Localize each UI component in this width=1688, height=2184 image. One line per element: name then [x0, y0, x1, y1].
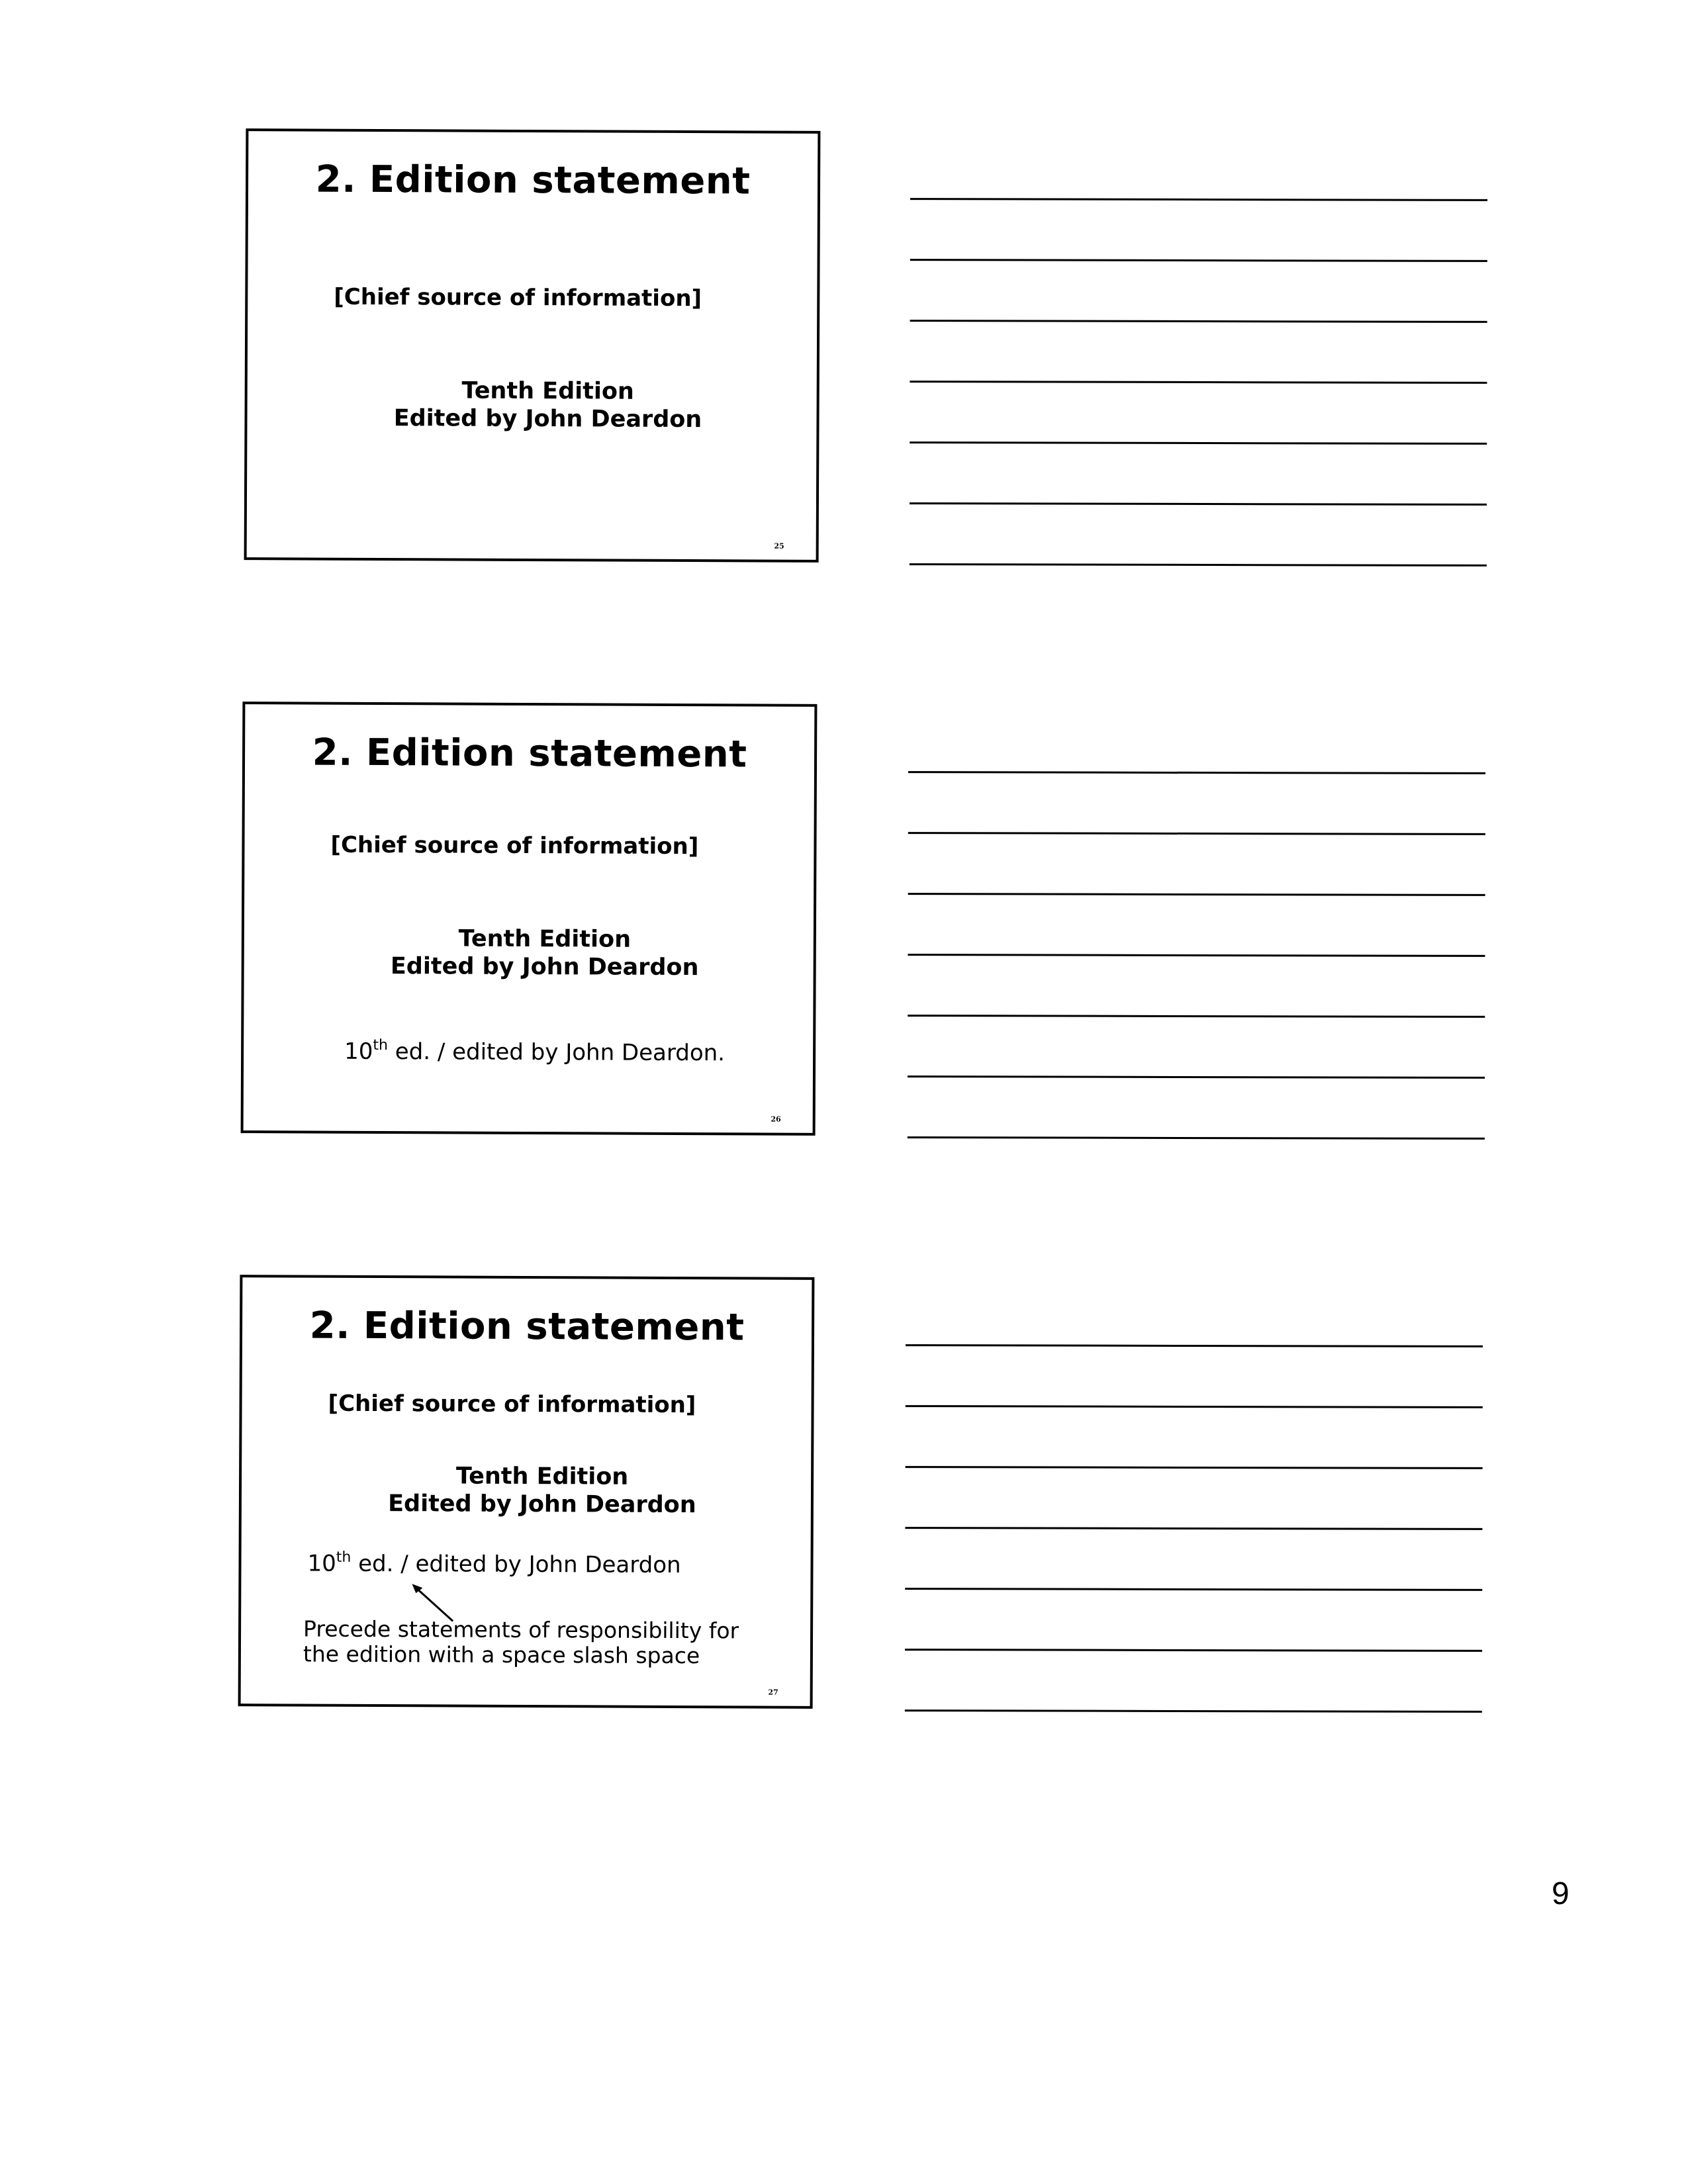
- record-text: ed. / edited by John Deardon: [351, 1550, 681, 1579]
- slide-number: 27: [768, 1688, 778, 1697]
- notes-lines-3: [906, 1344, 1483, 1345]
- slide-25: [244, 128, 821, 563]
- title-page-transcription: [247, 376, 816, 434]
- note-line-2: the edition with a space slash space: [303, 1641, 700, 1669]
- record-number: 10: [344, 1038, 373, 1065]
- notes-line: [910, 563, 1487, 567]
- notes-line: [908, 954, 1485, 957]
- notes-line: [906, 1466, 1483, 1469]
- notes-line: [905, 1709, 1482, 1713]
- punctuation-note: [303, 1617, 739, 1669]
- chief-source-label: [Chief source of information]: [328, 1390, 696, 1419]
- chief-source-label: [Chief source of information]: [330, 831, 699, 860]
- responsibility-line: Edited by John Deardon: [388, 1490, 696, 1519]
- slide-title: 2. Edition statement: [309, 1304, 745, 1349]
- slide-27: [238, 1275, 815, 1709]
- notes-line: [910, 381, 1487, 384]
- page-number: 9: [1552, 1876, 1570, 1911]
- notes-line: [905, 1649, 1482, 1652]
- notes-line: [910, 259, 1487, 262]
- chief-source-label: [Chief source of information]: [334, 283, 702, 312]
- record-ordinal: th: [336, 1549, 352, 1566]
- notes-lines-2: [908, 771, 1485, 772]
- slide-title: 2. Edition statement: [315, 158, 751, 203]
- slide-title: 2. Edition statement: [312, 731, 747, 776]
- notes-line: [906, 1405, 1483, 1408]
- notes-line: [908, 1075, 1485, 1079]
- notes-line: [905, 1588, 1482, 1591]
- notes-line: [905, 1527, 1482, 1530]
- record-number: 10: [307, 1550, 336, 1577]
- notes-lines-1: [910, 198, 1487, 199]
- record-ordinal: th: [373, 1036, 389, 1054]
- catalog-record-line: [344, 1037, 725, 1067]
- notes-line: [906, 1344, 1483, 1347]
- edition-line: Tenth Edition: [455, 1463, 629, 1490]
- catalog-record-line: [307, 1549, 680, 1578]
- slide-number: 26: [771, 1115, 781, 1124]
- edition-line: Tenth Edition: [461, 377, 634, 405]
- notes-line: [908, 1015, 1485, 1018]
- notes-line: [908, 1136, 1485, 1140]
- notes-line: [908, 893, 1485, 896]
- record-text: ed. / edited by John Deardon.: [387, 1038, 726, 1067]
- notes-line: [908, 832, 1485, 835]
- title-page-transcription: [244, 924, 814, 982]
- note-line-1: Precede statements of responsibility for: [303, 1615, 739, 1644]
- responsibility-line: Edited by John Deardon: [393, 405, 702, 433]
- notes-line: [910, 502, 1487, 506]
- edition-line: Tenth Edition: [458, 925, 632, 953]
- slide-26: [241, 702, 818, 1136]
- notes-line: [910, 198, 1487, 201]
- notes-line: [910, 441, 1487, 445]
- title-page-transcription: [242, 1461, 811, 1520]
- responsibility-line: Edited by John Deardon: [390, 953, 699, 981]
- notes-line: [908, 771, 1485, 774]
- slide-number: 25: [774, 541, 784, 551]
- notes-line: [910, 320, 1487, 323]
